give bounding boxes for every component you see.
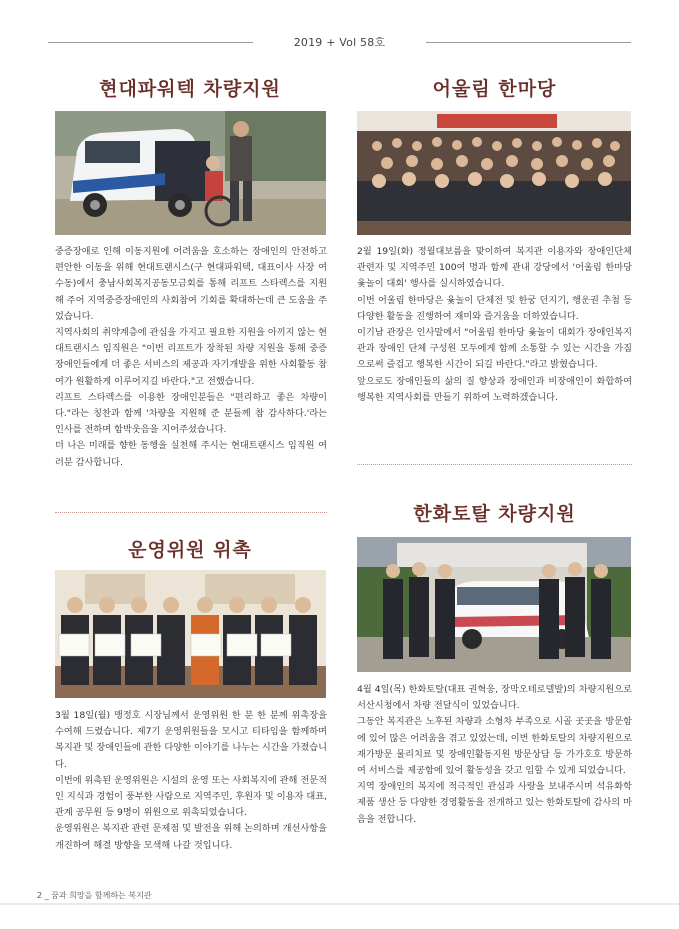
committee-photo [55,570,326,698]
section-title-harmony: 어울림 한마당 [432,78,557,100]
footer-bar [0,903,679,905]
hanwha-body: 4월 4일(목) 한화토탈(대표 권혁웅, 장막오테로델발)의 차량지원으로 서산시청에서 차량 전달식이 있었습니다. 그동안 복지관은 노후된 차량과 소형차 부족으로 시골 곳곳을 방문함에 있어 많은 어려움을 겪고 있었는데, 이번 한화토탈의 차량지원으로 재가방문 물리치료 및 장애인활동지원 방문상담 등 가가호호 방문하여 서비스를 제공함에 있어 활동성을 갖고 임할 수 있게 되었습니다. 지역 장애인의 복지에 적극적인 관심과 사랑을 보내주시며 석유화학 제품 생산 등 다양한 경영활동을 전개하고 있는 한화토탈에 감사의 마음을 전합니다. [357,684,632,825]
hyundai-body: 중증장애로 인해 이동지원에 어려움을 호소하는 장애인의 안전하고 편안한 이동을 위해 현대트랜시스(구 현대파워텍, 대표이사 사장 여수동)에서 충남사회복지공동모금회를 통해 리프트 스타렉스를 지원해 주어 지역중증장애인의 사회참여 기회를 확대하는데 큰 도움을 주었습니다. 지역사회의 취약계층에 관심을 가지고 필요한 지원을 아끼지 않는 현대트랜시스 임직원은 "이번 리프트가 장착된 차량 지원을 통해 중증장애인들에게 더 좋은 서비스의 제공과 자기개발을 위한 사회활동 참여가 원활하게 이루어지길 바란다."고 전했습니다. 리프트 스타렉스를 이용한 장애인분들은 "편리하고 좋은 차량이다."라는 칭찬과 함께 '차량을 지원해 준 분들께 참 감사하다.'라는 인사를 전하며 함박웃음을 지어주셨습니다. 더 나은 미래를 향한 동행을 실천해 주시는 현대트랜시스 임직원 여러분 감사합니다. [55,246,327,468]
divider-left [55,512,327,513]
hanwha-photo [357,537,631,672]
harmony-photo [357,111,631,235]
harmony-body: 2월 19일(화) 정월대보름을 맞이하여 복지관 이용자와 장애인단체 관련자 및 지역주민 100여 명과 함께 관내 강당에서 '어울림 한마당 윷놀이 대회' 행사를 실시하였습니다. 이번 어울림 한마당은 윷놀이 단체전 및 한궁 던지기, 행운권 추첨 등 다양한 활동을 진행하여 재미와 즐거움을 더하였습니다. 이기남 관장은 인사말에서 "어울림 한마당 윷놀이 대회가 장애인복지관과 장애인 단체 구성원 모두에게 함께 소통할 수 있는 시간을 가짐으로써 즐겁고 행복한 시간이 되길 바란다."라고 밝혔습니다. 앞으로도 장애인들의 삶의 질 향상과 장애인과 비장애인이 화합하여 행복한 지역사회를 만들기 위하여 노력하겠습니다. [357,246,632,403]
hyundai-photo [55,111,326,235]
section-title-hyundai: 현대파워텍 차량지원 [99,78,281,100]
section-title-committee: 운영위원 위촉 [128,539,252,561]
footer-text: 2 _ 꿈과 희망을 함께하는 복지관 [37,891,152,900]
divider-right [357,464,632,465]
section-title-hanwha: 한화토탈 차량지원 [413,503,576,525]
committee-body: 3월 18일(월) 맹정호 시장님께서 운영위원 한 분 한 분께 위촉장을 수여해 드렸습니다. 제7기 운영위원들을 모시고 티타임을 함께하며 복지관 및 장애인들에 관한 다양한 이야기를 나누는 시간을 가졌습니다. 이번에 위촉된 운영위원은 시설의 운영 또는 사회복지에 관해 전문적인 지식과 경험이 풍부한 사람으로 지역주민, 후원자 및 이용자 대표, 관계 공무원 등 9명이 위원으로 위촉되었습니다. 운영위원은 복지관 관련 문제점 및 발전을 위해 논의하며 개선사항을 개진하여 해결 방향을 모색해 나갈 것입니다. [55,710,327,851]
issue-label: 2019 + Vol 58호 [293,36,386,49]
